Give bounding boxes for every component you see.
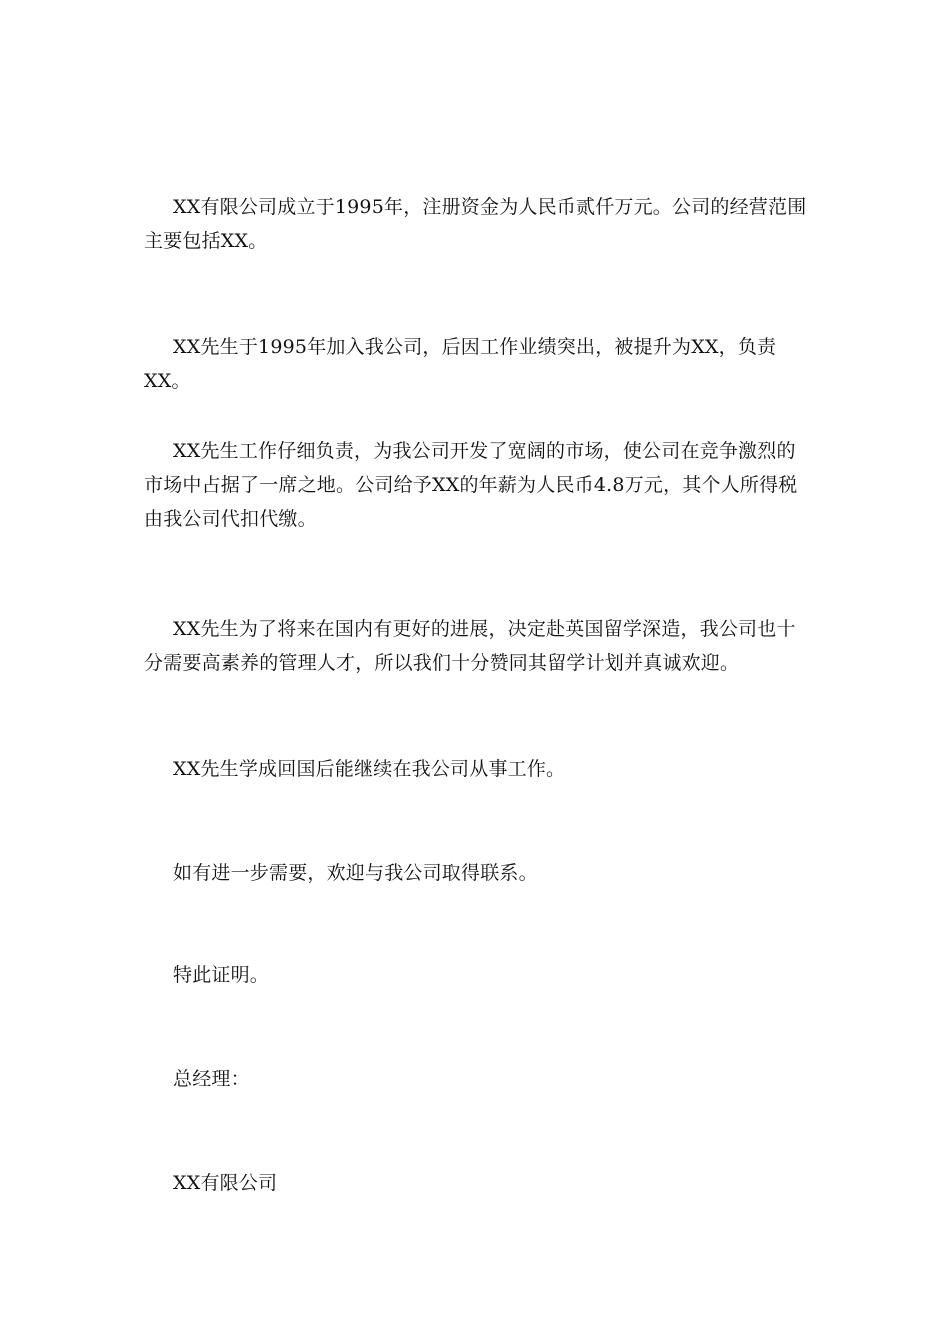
- paragraph-contact: 如有进一步需要，欢迎与我公司取得联系。: [173, 862, 538, 884]
- paragraph-joining: XX先生于1995年加入我公司，后因工作业绩突出，被提升为XX，负责XX。: [144, 336, 777, 392]
- paragraph-performance-salary: XX先生工作仔细负责，为我公司开发了宽阔的市场，使公司在竞争激烈的市场中占据了一席之地。公司给予XX的年薪为人民币4.8万元，其个人所得税由我公司代扣代缴。: [144, 440, 798, 530]
- paragraph-study-abroad: XX先生为了将来在国内有更好的进展，决定赴英国留学深造，我公司也十分需要高素养的管理人才，所以我们十分赞同其留学计划并真诚欢迎。: [144, 618, 796, 674]
- paragraph-certification: 特此证明。: [173, 964, 270, 986]
- paragraph-company-intro: XX有限公司成立于1995年，注册资金为人民币贰仟万元。公司的经营范围主要包括XX。: [144, 196, 807, 252]
- signature-company: XX有限公司: [173, 1172, 278, 1194]
- paragraph-return: XX先生学成回国后能继续在我公司从事工作。: [173, 758, 566, 780]
- signature-general-manager: 总经理：: [173, 1068, 250, 1090]
